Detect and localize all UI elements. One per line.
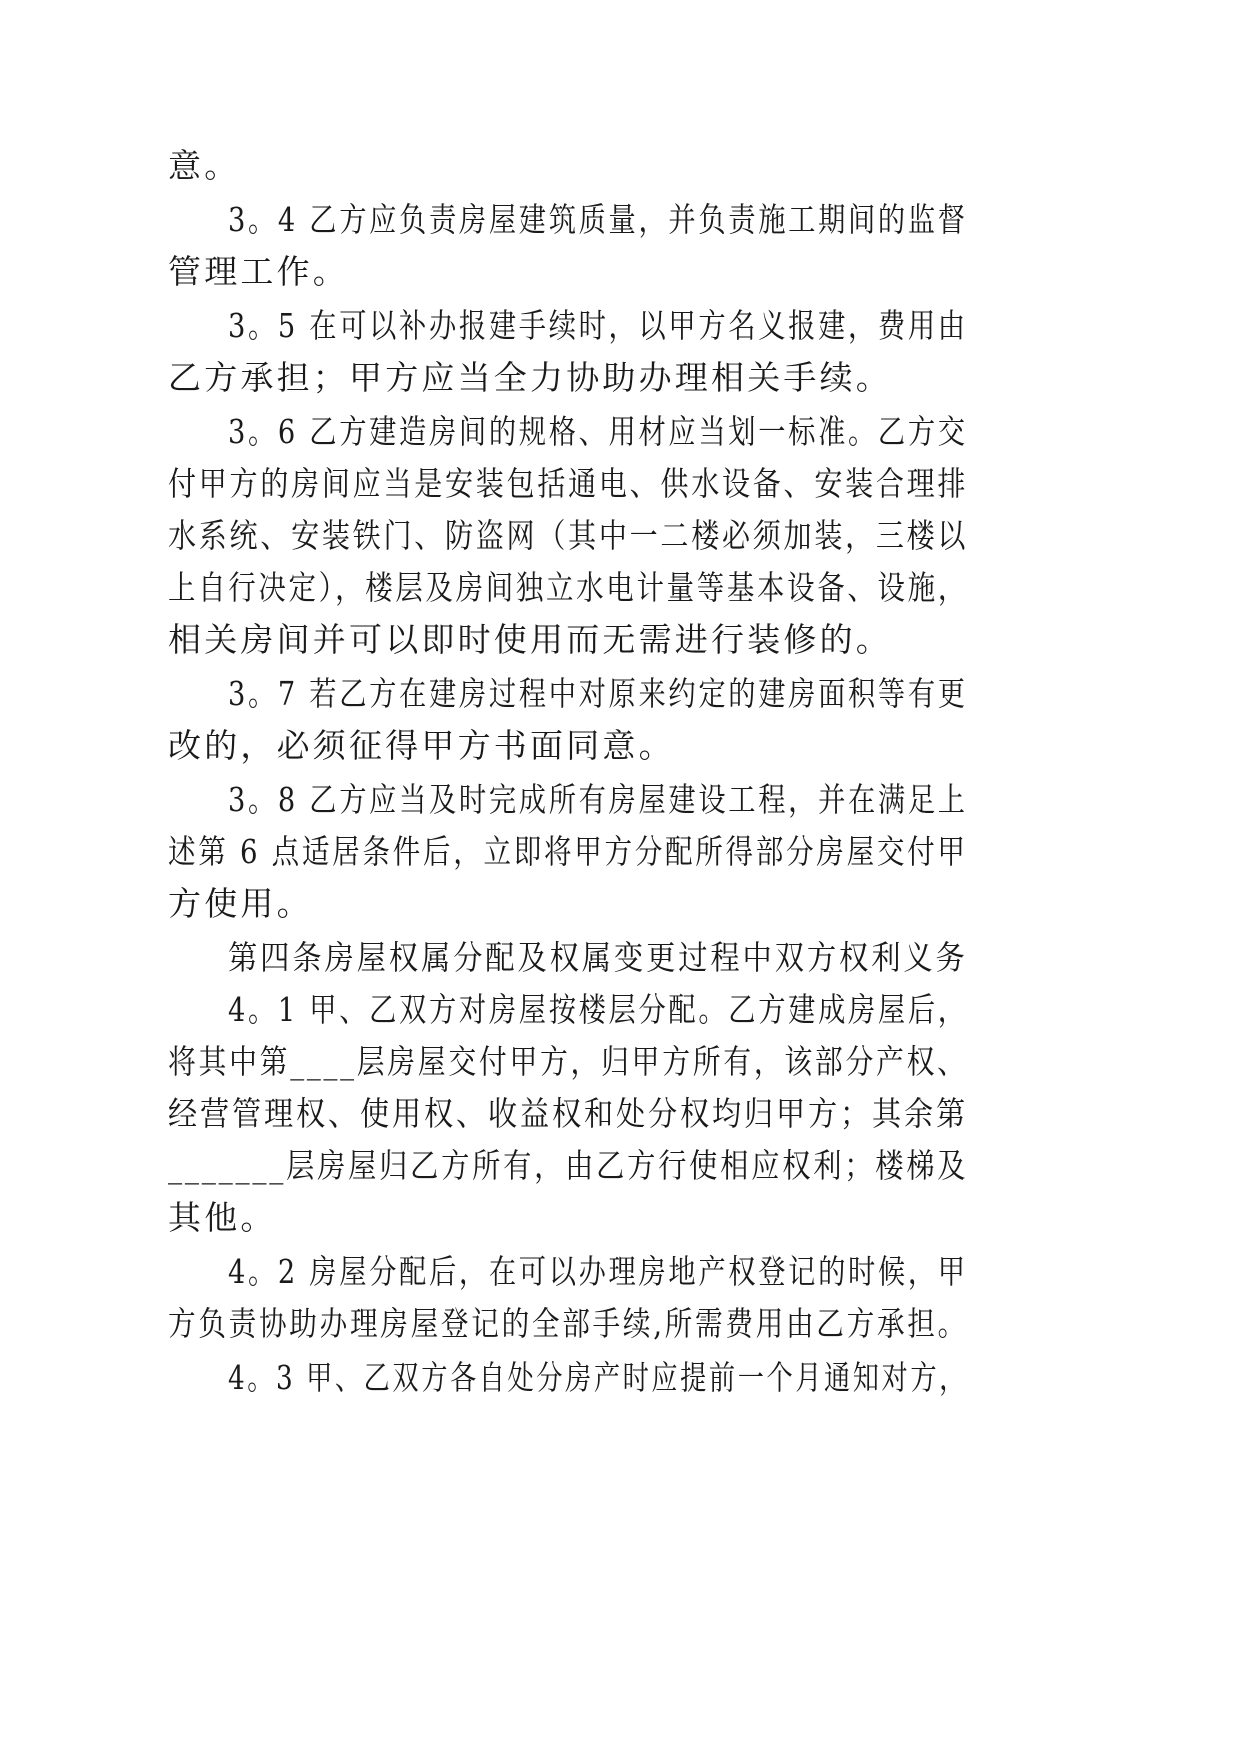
paragraph-line: 管理工作。 (168, 252, 349, 291)
paragraph-line: 述第 6 点适居条件后，立即将甲方分配所得部分房屋交付甲 (168, 832, 968, 871)
section-heading: 第四条房屋权属分配及权属变更过程中双方权利义务 (228, 938, 968, 977)
paragraph-line: 方使用。 (168, 884, 313, 923)
paragraph-line: 3。4 乙方应负责房屋建筑质量，并负责施工期间的监督 (228, 200, 968, 239)
paragraph-line: 经营管理权、使用权、收益权和处分权均归甲方；其余第 (168, 1094, 969, 1133)
paragraph-line: 3。6 乙方建造房间的规格、用材应当划一标准。乙方交 (228, 412, 968, 451)
paragraph-line: 4。1 甲、乙双方对房屋按楼层分配。乙方建成房屋后， (228, 990, 968, 1029)
paragraph-line: 方负责协助办理房屋登记的全部手续,所需费用由乙方承担。 (168, 1304, 968, 1343)
paragraph-line: 4。3 甲、乙双方各自处分房产时应提前一个月通知对方， (228, 1358, 968, 1397)
paragraph-line: 4。2 房屋分配后，在可以办理房地产权登记的时候，甲 (228, 1252, 968, 1291)
paragraph-line: 水系统、安装铁门、防盗网（其中一二楼必须加装，三楼以 (168, 516, 969, 555)
paragraph-line: 3。7 若乙方在建房过程中对原来约定的建房面积等有更 (228, 674, 968, 713)
paragraph-line: 乙方承担；甲方应当全力协助办理相关手续。 (168, 358, 892, 397)
paragraph-line: 相关房间并可以即时使用而无需进行装修的。 (168, 620, 892, 659)
paragraph-line: 其他。 (168, 1198, 277, 1237)
paragraph-line: _______层房屋归乙方所有，由乙方行使相应权利；楼梯及 (168, 1146, 969, 1185)
paragraph-line: 3。8 乙方应当及时完成所有房屋建设工程，并在满足上 (228, 780, 968, 819)
paragraph-line: 将其中第____层房屋交付甲方，归甲方所有，该部分产权、 (168, 1042, 968, 1081)
paragraph-line: 改的，必须征得甲方书面同意。 (168, 726, 675, 765)
paragraph-line: 上自行决定），楼层及房间独立水电计量等基本设备、设施， (168, 568, 968, 607)
paragraph-line: 3。5 在可以补办报建手续时，以甲方名义报建，费用由 (228, 306, 968, 345)
paragraph-line: 付甲方的房间应当是安装包括通电、供水设备、安装合理排 (168, 464, 969, 503)
paragraph-line: 意。 (168, 146, 241, 185)
